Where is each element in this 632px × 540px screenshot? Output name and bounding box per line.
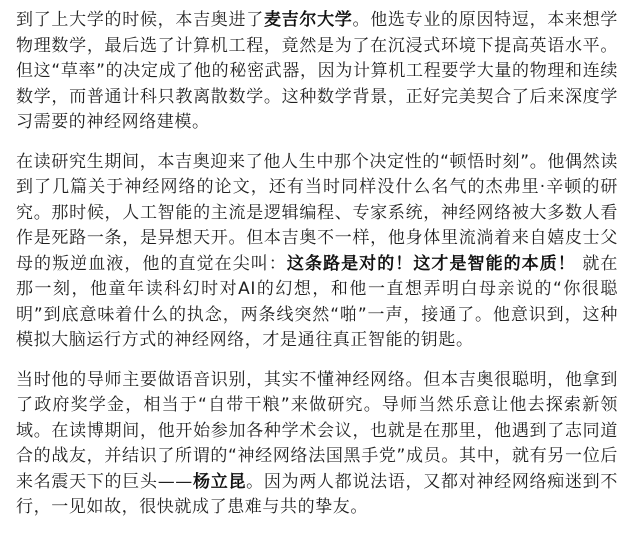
bold-text-segment: 麦吉尔大学 (263, 10, 353, 30)
bold-text-segment: 这条路是对的！这才是智能的本质！ (286, 253, 576, 274)
text-segment: 。他选专业的原因特逗，本来想学物理数学，最后选了计算机工程，竟然是为了在沉浸式环境下提高英语水平。但这“草率”的决定成了他的秘密武器，因为计算机工程要学大量的物理和连续数学，而普通计科只教离散数学。这种数学背景，正好完美契合了后来深度学习需要的神经网络建模。 (16, 10, 619, 132)
paragraph (16, 8, 618, 136)
text-segment: 就在那一刻，他童年读科幻时对AI的幻想，和他一直想弄明白母亲说的“你很聪明”到底意味着什么的执念，两条线突然“啪”一声，接通了。他意识到，这种模拟大脑运行方式的神经网络，才是通往真正智能的钥匙。 (16, 253, 619, 350)
text-segment: 当时他的导师主要做语音识别，其实不懂神经网络。但本吉奥很聪明，他拿到了政府奖学金，相当于“自带干粮”来做研究。导师当然乐意让他去探索新领域。在读博期间，他开始参加各种学术会议，也就是在那里，他遇到了志同道合的战友，并结识了所谓的“神经网络法国黑手党”成员。其中，就有另一位后来名震天下的巨头—— (16, 369, 618, 492)
text-segment: 在读研究生期间，本吉奥迎来了他人生中那个决定性的“顿悟时刻”。他偶然读到了几篇关于神经网络的论文，还有当时同样没什么名气的杰弗里·辛顿的研究。那时候，人工智能的主流是逻辑编程、专家系统，神经网络被大多数人看作是死路一条，是异想天开。但本吉奥不一样，他身体里流淌着来自嬉皮士父母的叛逆血液，他的直觉在尖叫： (16, 151, 618, 274)
paragraph (16, 150, 618, 354)
text-segment: 到了上大学的时候，本吉奥进了 (16, 10, 264, 30)
paragraph (16, 368, 618, 521)
text-segment: 。因为两人都说法语，又都对神经网络痴迷到不行，一见如故，很快就成了患难与共的挚友。 (16, 471, 618, 517)
bold-text-segment: 杨立昆 (192, 471, 247, 492)
